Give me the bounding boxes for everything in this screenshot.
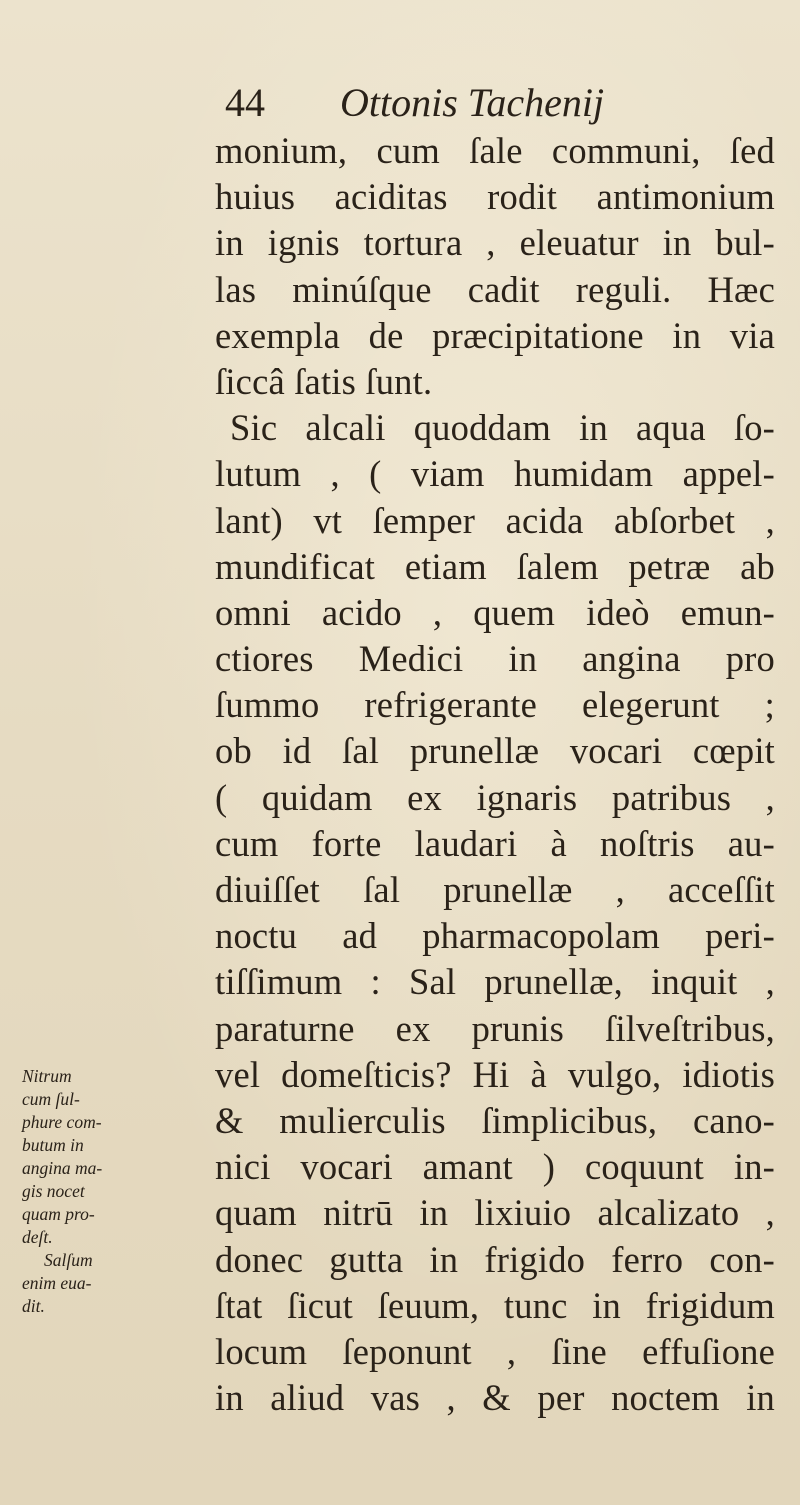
marginal-note-line: phure com- [22, 1112, 102, 1132]
text-line: lant) vt ſemper acida abſorbet , [215, 499, 775, 541]
text-line: monium, cum ſale communi, ſed [215, 130, 775, 171]
text-line: lutum , ( viam humidam appel- [215, 453, 775, 495]
text-line: donec gutta in frigido ferro con- [215, 1238, 775, 1280]
running-head [225, 78, 745, 128]
marginal-note-line: enim eua- [22, 1273, 92, 1293]
marginal-note-line: gis nocet [22, 1181, 85, 1201]
text-line: omni acido , quem ideò emun- [215, 591, 775, 633]
text-line: ſiccâ ſatis ſunt. [215, 360, 433, 402]
marginal-note-line: quam pro- [22, 1204, 95, 1224]
marginal-note-line: deſt. [22, 1227, 53, 1247]
text-line: paraturne ex prunis ſilveſtribus, [215, 1007, 775, 1049]
text-line: noctu ad pharmacopolam peri- [215, 915, 775, 957]
text-line: vel domeſticis? Hi à vulgo, idiotis [215, 1053, 775, 1095]
text-line: ſummo refrigerante elegerunt ; [215, 684, 775, 726]
text-line: ( quidam ex ignaris patribus , [215, 776, 775, 818]
text-line: ctiores Medici in angina pro [215, 638, 775, 680]
marginal-note-line: cum ſul- [22, 1089, 80, 1109]
body-text [215, 128, 775, 1421]
text-line: ob id ſal prunellæ vocari cœpit [215, 730, 775, 772]
text-line: exempla de præcipitatione in via [215, 314, 775, 356]
marginal-note-line: dit. [22, 1296, 45, 1316]
page-number: 44 [225, 80, 265, 125]
marginal-note [22, 1065, 212, 1318]
marginal-note-line: Nitrum [22, 1066, 72, 1086]
text-line: & mulierculis ſimplicibus, cano- [215, 1099, 775, 1141]
text-line: nici vocari amant ) coquunt in- [215, 1146, 775, 1188]
text-line: Sic alcali quoddam in aqua ſo- [230, 407, 775, 449]
text-line: tiſſimum : Sal prunellæ, inquit , [215, 961, 775, 1003]
text-line: locum ſeponunt , ſine effuſione [215, 1330, 775, 1372]
marginal-note-line: Salſum [44, 1250, 93, 1270]
running-title: Ottonis Tachenij [340, 80, 605, 125]
text-line: quam nitrū in lixiuio alcalizato , [215, 1192, 775, 1234]
marginal-note-line: angina ma- [22, 1158, 103, 1178]
text-line: in ignis tortura , eleuatur in bul- [215, 222, 775, 264]
text-line: las minúſque cadit reguli. Hæc [215, 268, 775, 310]
text-line: in aliud vas , & per noctem in [215, 1377, 775, 1419]
text-line: cum forte laudari à noſtris au- [215, 822, 775, 864]
text-line: mundificat etiam ſalem petræ ab [215, 545, 775, 587]
text-line: diuiſſet ſal prunellæ , acceſſit [215, 869, 775, 910]
marginal-note-line: butum in [22, 1135, 84, 1155]
text-line: ſtat ſicut ſeuum, tunc in frigidum [215, 1284, 775, 1326]
text-line: huius aciditas rodit antimonium [215, 176, 775, 218]
